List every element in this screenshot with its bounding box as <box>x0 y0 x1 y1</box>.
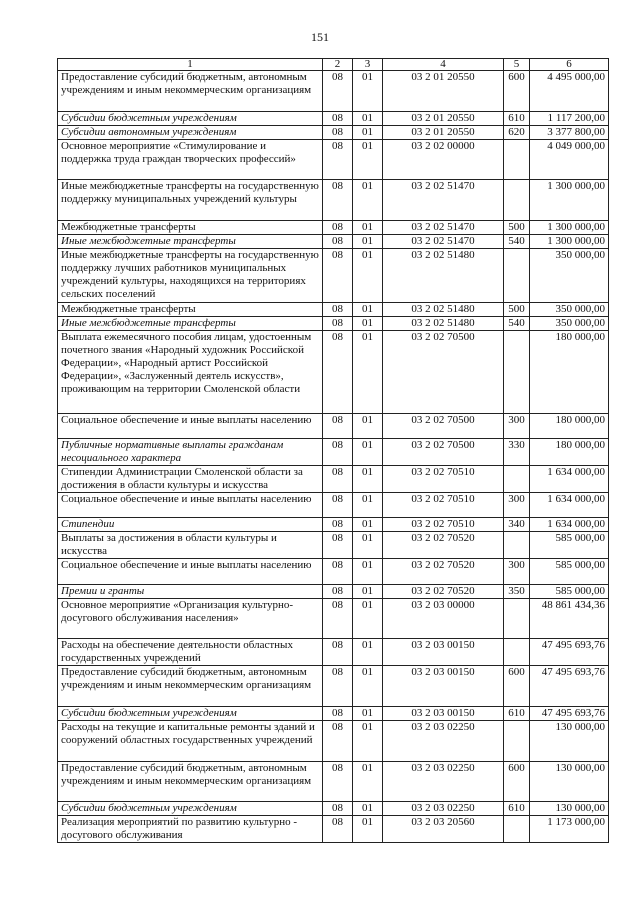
cell-expense-type <box>504 331 530 414</box>
cell-target-code: 03 2 02 70500 <box>383 439 504 466</box>
cell-target-code: 03 2 03 00150 <box>383 639 504 666</box>
cell-target-code: 03 2 02 00000 <box>383 140 504 180</box>
table-row <box>58 816 609 843</box>
cell-target-code: 03 2 02 70510 <box>383 466 504 493</box>
cell-target-code: 03 2 03 20560 <box>383 816 504 843</box>
cell-expense-type <box>504 249 530 303</box>
cell-name: Иные межбюджетные трансферты на государственную поддержку муниципальных учреждений культуры <box>58 180 323 221</box>
cell-name: Публичные нормативные выплаты гражданам несоциального характера <box>58 439 323 466</box>
table-row <box>58 317 609 331</box>
cell-amount: 47 495 693,76 <box>530 639 609 666</box>
cell-target-code: 03 2 02 51480 <box>383 317 504 331</box>
cell-name: Субсидии бюджетным учреждениям <box>58 707 323 721</box>
cell-expense-type: 300 <box>504 493 530 518</box>
cell-amount: 48 861 434,36 <box>530 599 609 639</box>
cell-amount: 130 000,00 <box>530 802 609 816</box>
cell-target-code: 03 2 03 00000 <box>383 599 504 639</box>
cell-section: 08 <box>323 666 353 707</box>
cell-subsection: 01 <box>353 518 383 532</box>
table-row <box>58 414 609 439</box>
header-col-3: 3 <box>353 59 383 71</box>
cell-subsection: 01 <box>353 112 383 126</box>
cell-amount: 350 000,00 <box>530 303 609 317</box>
cell-section: 08 <box>323 112 353 126</box>
cell-name: Расходы на обеспечение деятельности областных государственных учреждений <box>58 639 323 666</box>
cell-target-code: 03 2 02 70510 <box>383 493 504 518</box>
cell-section: 08 <box>323 721 353 762</box>
cell-expense-type <box>504 180 530 221</box>
cell-target-code: 03 2 03 02250 <box>383 762 504 802</box>
cell-subsection: 01 <box>353 317 383 331</box>
cell-expense-type <box>504 466 530 493</box>
cell-expense-type: 330 <box>504 439 530 466</box>
cell-section: 08 <box>323 71 353 112</box>
cell-section: 08 <box>323 518 353 532</box>
header-row <box>58 59 609 71</box>
cell-subsection: 01 <box>353 762 383 802</box>
table-row <box>58 707 609 721</box>
header-col-4: 4 <box>383 59 504 71</box>
cell-name: Иные межбюджетные трансферты <box>58 235 323 249</box>
cell-target-code: 03 2 02 51470 <box>383 221 504 235</box>
table-row <box>58 221 609 235</box>
cell-expense-type: 610 <box>504 112 530 126</box>
cell-section: 08 <box>323 126 353 140</box>
cell-target-code: 03 2 02 70520 <box>383 559 504 585</box>
cell-name: Межбюджетные трансферты <box>58 303 323 317</box>
cell-amount: 1 300 000,00 <box>530 235 609 249</box>
cell-amount: 585 000,00 <box>530 585 609 599</box>
cell-target-code: 03 2 02 51470 <box>383 180 504 221</box>
table-row <box>58 331 609 414</box>
header-col-6: 6 <box>530 59 609 71</box>
cell-section: 08 <box>323 585 353 599</box>
cell-expense-type: 540 <box>504 317 530 331</box>
cell-section: 08 <box>323 599 353 639</box>
cell-amount: 130 000,00 <box>530 762 609 802</box>
cell-subsection: 01 <box>353 493 383 518</box>
table-row <box>58 249 609 303</box>
cell-section: 08 <box>323 303 353 317</box>
cell-target-code: 03 2 01 20550 <box>383 71 504 112</box>
cell-name: Иные межбюджетные трансферты на государственную поддержку лучших работников муниципальных учреждений культуры, находящихся на территориях сельских поселений <box>58 249 323 303</box>
cell-amount: 130 000,00 <box>530 721 609 762</box>
cell-amount: 4 049 000,00 <box>530 140 609 180</box>
cell-target-code: 03 2 02 51480 <box>383 303 504 317</box>
cell-amount: 1 173 000,00 <box>530 816 609 843</box>
cell-target-code: 03 2 03 00150 <box>383 666 504 707</box>
cell-expense-type <box>504 639 530 666</box>
cell-section: 08 <box>323 249 353 303</box>
table-row <box>58 466 609 493</box>
cell-section: 08 <box>323 140 353 180</box>
header-col-2: 2 <box>323 59 353 71</box>
table-row <box>58 802 609 816</box>
cell-expense-type: 600 <box>504 762 530 802</box>
cell-name: Основное мероприятие «Стимулирование и поддержка труда граждан творческих профессий» <box>58 140 323 180</box>
cell-section: 08 <box>323 532 353 559</box>
cell-expense-type: 300 <box>504 559 530 585</box>
cell-subsection: 01 <box>353 707 383 721</box>
cell-section: 08 <box>323 559 353 585</box>
cell-name: Предоставление субсидий бюджетным, автономным учреждениям и иным некоммерческим организациям <box>58 71 323 112</box>
cell-name: Социальное обеспечение и иные выплаты населению <box>58 559 323 585</box>
cell-subsection: 01 <box>353 331 383 414</box>
cell-subsection: 01 <box>353 585 383 599</box>
cell-expense-type: 500 <box>504 221 530 235</box>
cell-section: 08 <box>323 466 353 493</box>
cell-amount: 3 377 800,00 <box>530 126 609 140</box>
cell-amount: 4 495 000,00 <box>530 71 609 112</box>
cell-amount: 47 495 693,76 <box>530 707 609 721</box>
cell-subsection: 01 <box>353 599 383 639</box>
cell-subsection: 01 <box>353 221 383 235</box>
cell-expense-type <box>504 816 530 843</box>
cell-subsection: 01 <box>353 303 383 317</box>
page-number: 151 <box>311 30 329 44</box>
cell-expense-type <box>504 721 530 762</box>
cell-expense-type <box>504 599 530 639</box>
cell-subsection: 01 <box>353 639 383 666</box>
cell-subsection: 01 <box>353 249 383 303</box>
table-row <box>58 532 609 559</box>
cell-subsection: 01 <box>353 180 383 221</box>
cell-section: 08 <box>323 762 353 802</box>
cell-subsection: 01 <box>353 559 383 585</box>
header-col-1: 1 <box>58 59 323 71</box>
cell-expense-type: 610 <box>504 802 530 816</box>
table-row <box>58 762 609 802</box>
cell-section: 08 <box>323 707 353 721</box>
cell-section: 08 <box>323 816 353 843</box>
cell-subsection: 01 <box>353 140 383 180</box>
table-row <box>58 639 609 666</box>
cell-amount: 1 634 000,00 <box>530 493 609 518</box>
cell-section: 08 <box>323 235 353 249</box>
budget-table <box>57 58 609 843</box>
cell-section: 08 <box>323 331 353 414</box>
cell-expense-type: 540 <box>504 235 530 249</box>
cell-name: Иные межбюджетные трансферты <box>58 317 323 331</box>
cell-section: 08 <box>323 317 353 331</box>
cell-amount: 1 117 200,00 <box>530 112 609 126</box>
cell-subsection: 01 <box>353 71 383 112</box>
cell-name: Субсидии автономным учреждениям <box>58 126 323 140</box>
cell-subsection: 01 <box>353 235 383 249</box>
table-row <box>58 140 609 180</box>
table-body <box>58 71 609 843</box>
table-row <box>58 180 609 221</box>
table-row <box>58 493 609 518</box>
cell-subsection: 01 <box>353 414 383 439</box>
cell-subsection: 01 <box>353 532 383 559</box>
table-row <box>58 599 609 639</box>
table-row <box>58 559 609 585</box>
cell-section: 08 <box>323 414 353 439</box>
cell-subsection: 01 <box>353 466 383 493</box>
cell-subsection: 01 <box>353 802 383 816</box>
cell-target-code: 03 2 03 00150 <box>383 707 504 721</box>
cell-amount: 180 000,00 <box>530 414 609 439</box>
cell-name: Выплата ежемесячного пособия лицам, удостоенным почетного звания «Народный художник Российской Федерации», «Народный артист Российской Федерации», «Заслуженный деятель искусств», проживающим на территории Смоленской области <box>58 331 323 414</box>
cell-amount: 47 495 693,76 <box>530 666 609 707</box>
cell-amount: 180 000,00 <box>530 439 609 466</box>
cell-amount: 1 634 000,00 <box>530 518 609 532</box>
cell-name: Премии и гранты <box>58 585 323 599</box>
cell-name: Предоставление субсидий бюджетным, автономным учреждениям и иным некоммерческим организациям <box>58 762 323 802</box>
cell-target-code: 03 2 02 70520 <box>383 585 504 599</box>
table-row <box>58 518 609 532</box>
cell-section: 08 <box>323 802 353 816</box>
cell-target-code: 03 2 01 20550 <box>383 112 504 126</box>
cell-expense-type: 350 <box>504 585 530 599</box>
table-row <box>58 126 609 140</box>
cell-subsection: 01 <box>353 721 383 762</box>
cell-expense-type: 300 <box>504 414 530 439</box>
table-row <box>58 303 609 317</box>
cell-expense-type <box>504 532 530 559</box>
table-row <box>58 112 609 126</box>
cell-amount: 180 000,00 <box>530 331 609 414</box>
cell-name: Субсидии бюджетным учреждениям <box>58 112 323 126</box>
cell-amount: 350 000,00 <box>530 317 609 331</box>
cell-target-code: 03 2 02 51470 <box>383 235 504 249</box>
cell-name: Выплаты за достижения в области культуры и искусства <box>58 532 323 559</box>
cell-expense-type: 500 <box>504 303 530 317</box>
cell-target-code: 03 2 02 51480 <box>383 249 504 303</box>
cell-target-code: 03 2 02 70520 <box>383 532 504 559</box>
cell-section: 08 <box>323 639 353 666</box>
table-row <box>58 721 609 762</box>
table-row <box>58 666 609 707</box>
cell-name: Субсидии бюджетным учреждениям <box>58 802 323 816</box>
cell-name: Основное мероприятие «Организация культурно-досугового обслуживания населения» <box>58 599 323 639</box>
cell-amount: 350 000,00 <box>530 249 609 303</box>
table-row <box>58 235 609 249</box>
cell-name: Реализация мероприятий по развитию культурно - досугового обслуживания <box>58 816 323 843</box>
cell-name: Стипендии Администрации Смоленской области за достижения в области культуры и искусства <box>58 466 323 493</box>
cell-target-code: 03 2 03 02250 <box>383 721 504 762</box>
cell-target-code: 03 2 01 20550 <box>383 126 504 140</box>
cell-section: 08 <box>323 439 353 466</box>
cell-target-code: 03 2 02 70500 <box>383 331 504 414</box>
cell-expense-type: 610 <box>504 707 530 721</box>
table-row <box>58 439 609 466</box>
cell-subsection: 01 <box>353 439 383 466</box>
cell-name: Социальное обеспечение и иные выплаты населению <box>58 493 323 518</box>
cell-subsection: 01 <box>353 816 383 843</box>
cell-subsection: 01 <box>353 126 383 140</box>
cell-amount: 1 634 000,00 <box>530 466 609 493</box>
cell-amount: 1 300 000,00 <box>530 221 609 235</box>
cell-expense-type: 620 <box>504 126 530 140</box>
cell-section: 08 <box>323 221 353 235</box>
cell-amount: 1 300 000,00 <box>530 180 609 221</box>
cell-section: 08 <box>323 180 353 221</box>
cell-target-code: 03 2 02 70500 <box>383 414 504 439</box>
cell-subsection: 01 <box>353 666 383 707</box>
cell-name: Социальное обеспечение и иные выплаты населению <box>58 414 323 439</box>
cell-target-code: 03 2 02 70510 <box>383 518 504 532</box>
table-row <box>58 585 609 599</box>
cell-name: Расходы на текущие и капитальные ремонты зданий и сооружений областных государственных учреждений <box>58 721 323 762</box>
cell-amount: 585 000,00 <box>530 532 609 559</box>
cell-expense-type <box>504 140 530 180</box>
cell-expense-type: 600 <box>504 666 530 707</box>
cell-section: 08 <box>323 493 353 518</box>
cell-expense-type: 340 <box>504 518 530 532</box>
cell-name: Межбюджетные трансферты <box>58 221 323 235</box>
cell-name: Предоставление субсидий бюджетным, автономным учреждениям и иным некоммерческим организациям <box>58 666 323 707</box>
cell-target-code: 03 2 03 02250 <box>383 802 504 816</box>
table-row <box>58 71 609 112</box>
cell-amount: 585 000,00 <box>530 559 609 585</box>
cell-name: Стипендии <box>58 518 323 532</box>
header-col-5: 5 <box>504 59 530 71</box>
cell-expense-type: 600 <box>504 71 530 112</box>
